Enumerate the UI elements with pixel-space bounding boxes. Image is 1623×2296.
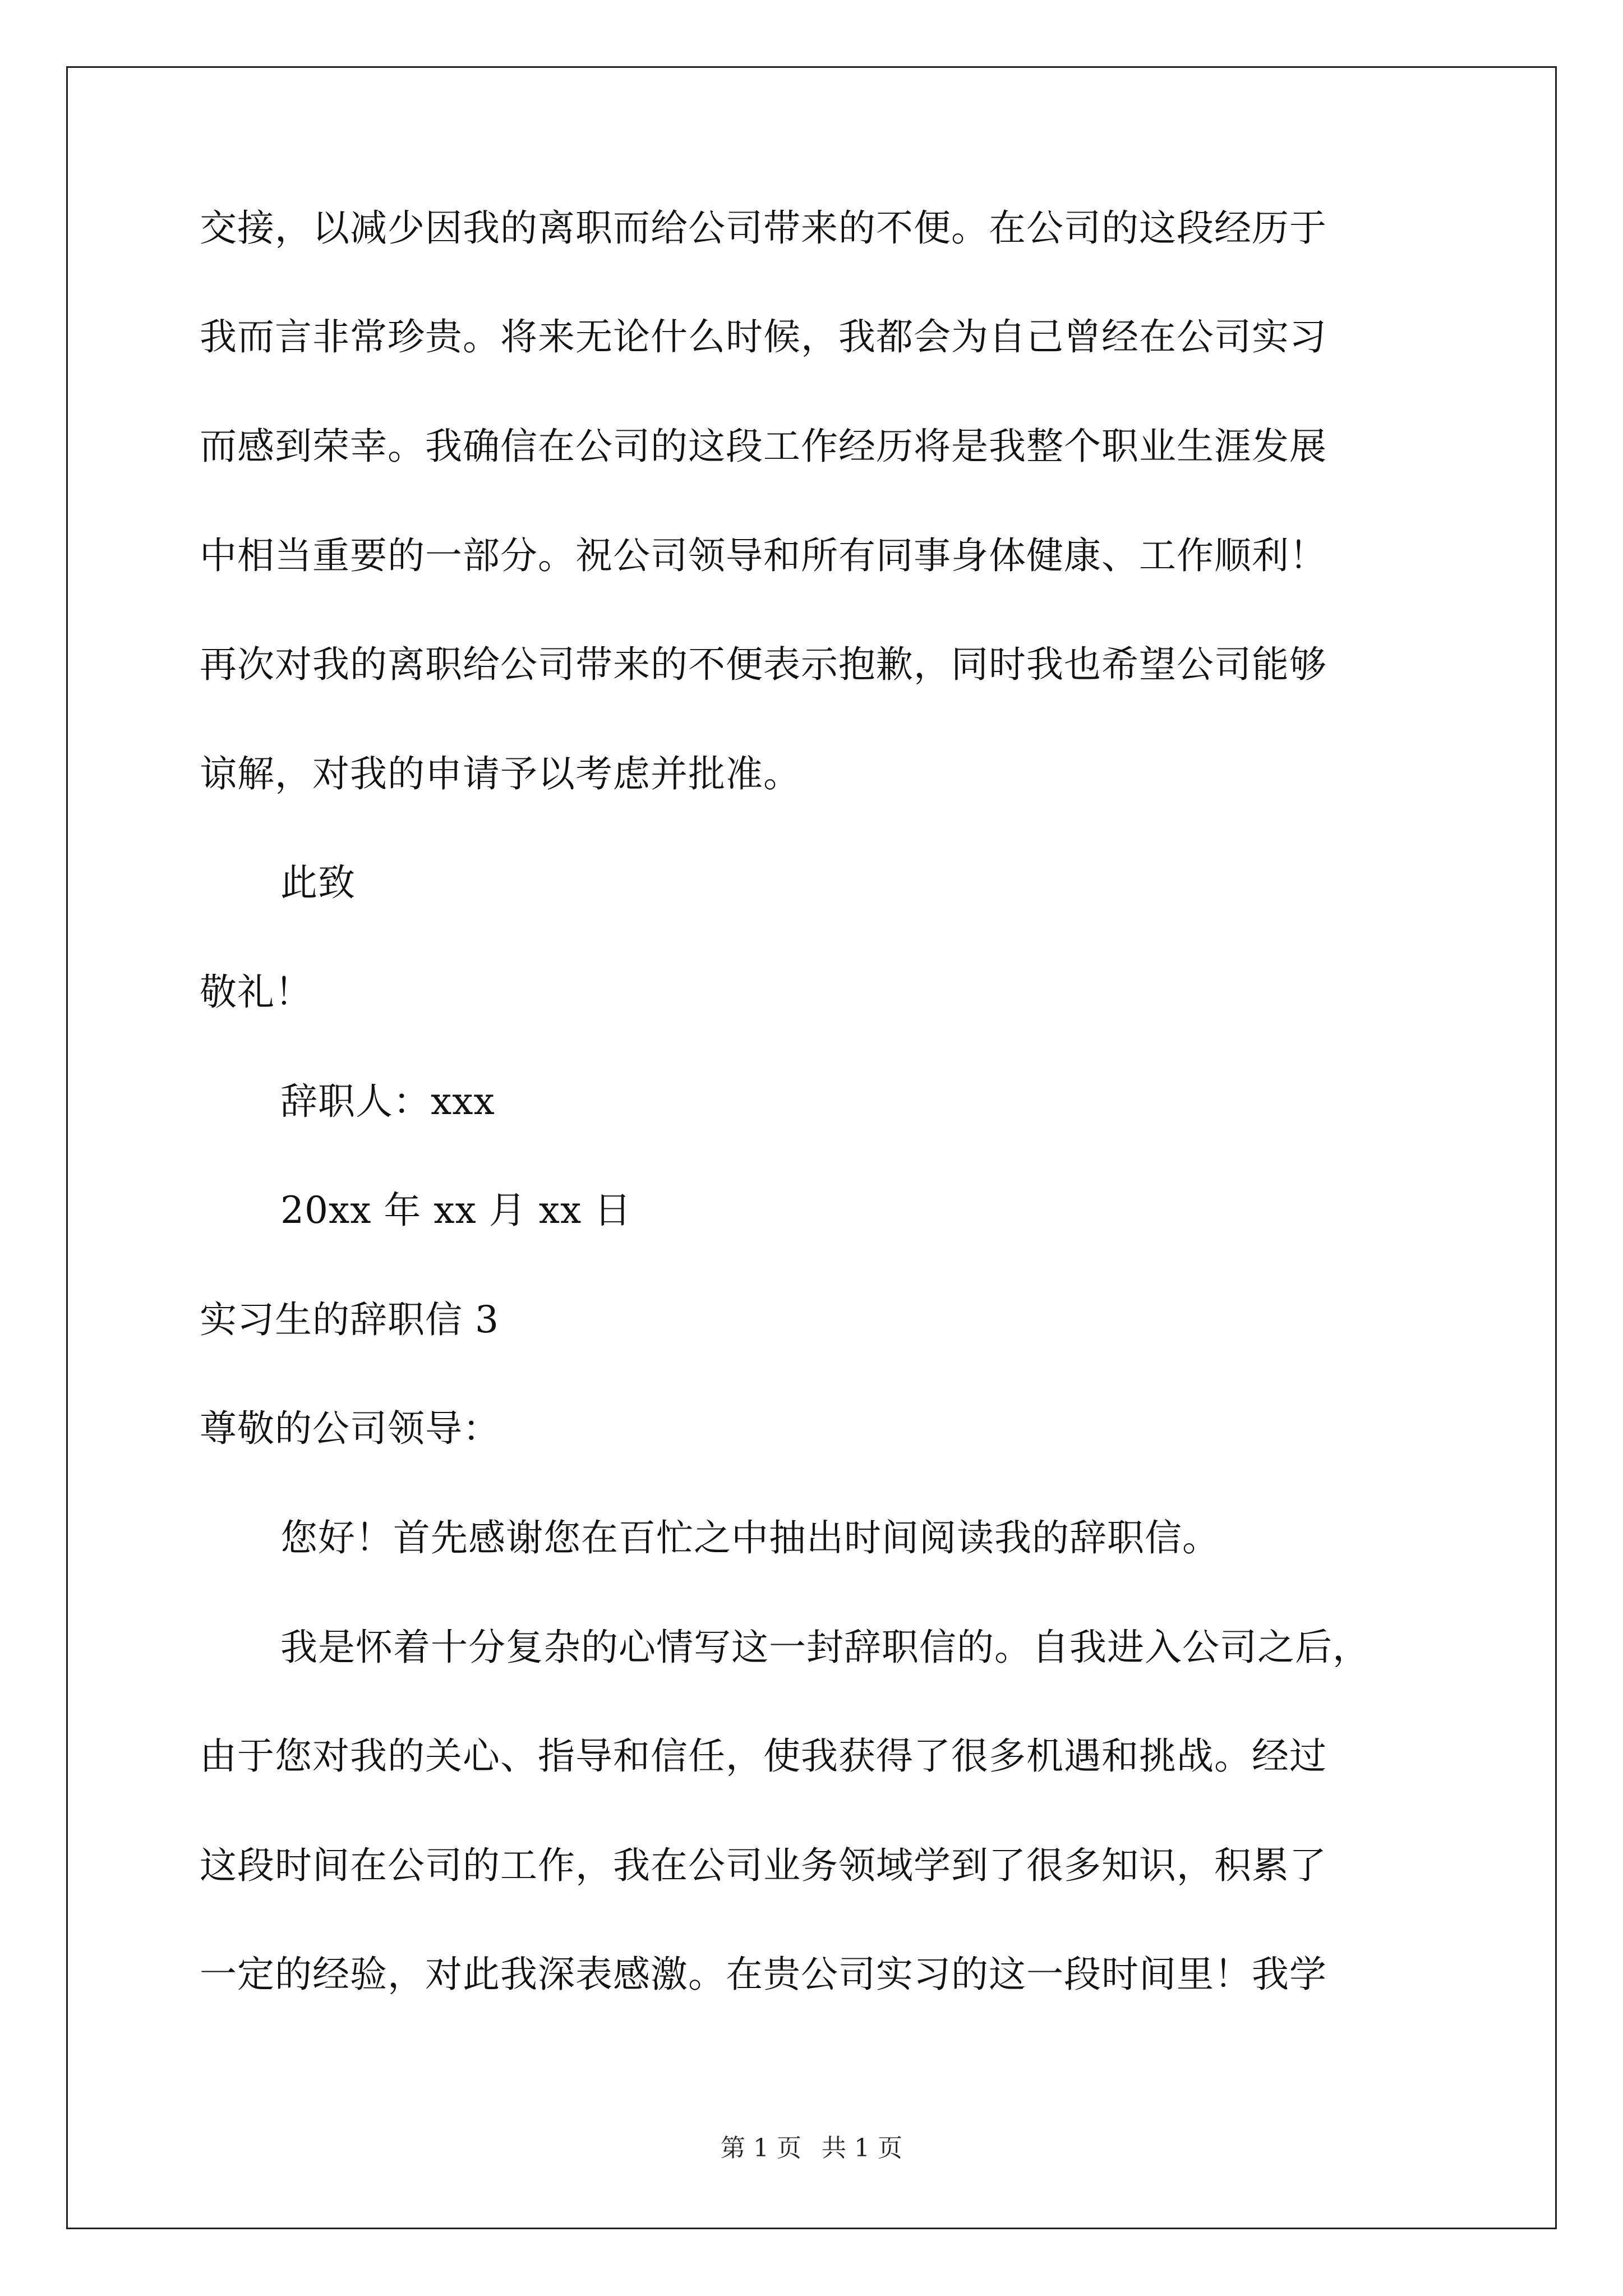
- signature-line: 辞职人：xxx: [280, 1080, 495, 1123]
- greeting-line: 尊敬的公司领导：: [200, 1407, 500, 1450]
- date-line: 20xx 年 xx 月 xx 日: [280, 1189, 632, 1232]
- page-footer: [0, 2132, 1623, 2165]
- text-line-2: 我而言非常珍贵。将来无论什么时候，我都会为自己曾经在公司实习: [200, 315, 1327, 358]
- text-line-6: 谅解，对我的申请予以考虑并批准。: [200, 752, 801, 795]
- page-number-total: 共 1 页: [822, 2134, 902, 2162]
- text-line-15: 由于您对我的关心、指导和信任，使我获得了很多机遇和挑战。经过: [200, 1734, 1327, 1778]
- text-line-13: 您好！首先感谢您在百忙之中抽出时间阅读我的辞职信。: [280, 1516, 1220, 1559]
- text-line-16: 这段时间在公司的工作，我在公司业务领域学到了很多知识，积累了: [200, 1844, 1327, 1887]
- text-line-17: 一定的经验，对此我深表感激。在贵公司实习的这一段时间里！我学: [200, 1953, 1327, 1996]
- closing-salutation: 此致: [280, 861, 356, 904]
- text-line-14: 我是怀着十分复杂的心情写这一封辞职信的。自我进入公司之后，: [280, 1626, 1370, 1669]
- page-number-current: 第 1 页: [721, 2134, 801, 2162]
- closing-regards: 敬礼！: [200, 970, 312, 1014]
- text-line-3: 而感到荣幸。我确信在公司的这段工作经历将是我整个职业生涯发展: [200, 425, 1327, 468]
- text-line-5: 再次对我的离职给公司带来的不便表示抱歉，同时我也希望公司能够: [200, 643, 1327, 686]
- text-line-1: 交接，以减少因我的离职而给公司带来的不便。在公司的这段经历于: [200, 206, 1327, 250]
- text-line-4: 中相当重要的一部分。祝公司领导和所有同事身体健康、工作顺利！: [200, 534, 1327, 577]
- page-border: [66, 66, 1557, 2229]
- section-heading: 实习生的辞职信 3: [200, 1298, 499, 1341]
